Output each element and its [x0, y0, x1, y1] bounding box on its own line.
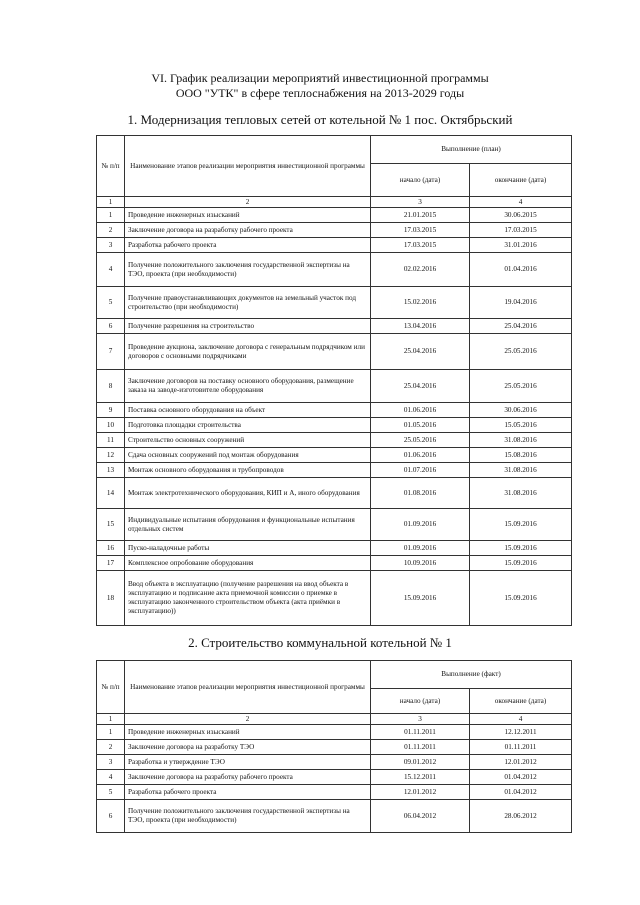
row-stage-name: Проведение инженерных изысканий — [125, 208, 371, 223]
row-start-date: 01.09.2016 — [371, 509, 470, 541]
row-num: 5 — [97, 287, 125, 319]
table-row — [97, 556, 572, 571]
row-num: 18 — [97, 571, 125, 626]
row-start-date: 15.02.2016 — [371, 287, 470, 319]
row-num: 2 — [97, 223, 125, 238]
row-num: 17 — [97, 556, 125, 571]
row-stage-name: Получение разрешения на строительство — [125, 319, 371, 334]
row-start-date: 17.03.2015 — [371, 238, 470, 253]
row-stage-name: Получение положительного заключения государственной экспертизы на ТЭО, проекта (при необходимости) — [125, 800, 371, 833]
row-num: 3 — [97, 755, 125, 770]
row-stage-name: Строительство основных сооружений — [125, 433, 371, 448]
row-start-date: 15.09.2016 — [371, 571, 470, 626]
row-start-date: 12.01.2012 — [371, 785, 470, 800]
row-num: 16 — [97, 541, 125, 556]
table-row — [97, 418, 572, 433]
row-end-date: 30.06.2016 — [470, 403, 572, 418]
row-start-date: 13.04.2016 — [371, 319, 470, 334]
row-start-date: 01.11.2011 — [371, 725, 470, 740]
row-end-date: 15.09.2016 — [470, 571, 572, 626]
row-num: 5 — [97, 785, 125, 800]
row-num: 13 — [97, 463, 125, 478]
row-stage-name: Индивидуальные испытания оборудования и функциональные испытания отдельных систем — [125, 509, 371, 541]
row-start-date: 25.04.2016 — [371, 370, 470, 403]
row-stage-name: Проведение аукциона, заключение договора с генеральным подрядчиком или договоров с основными подрядчиками — [125, 334, 371, 370]
table-row — [97, 770, 572, 785]
table-row — [97, 785, 572, 800]
row-start-date: 01.09.2016 — [371, 541, 470, 556]
row-stage-name: Заключение договоров на поставку основного оборудования, размещение заказа на заводе-изготовителе оборудования — [125, 370, 371, 403]
row-start-date: 06.04.2012 — [371, 800, 470, 833]
header-index-4: 4 — [470, 714, 572, 725]
table-row — [97, 509, 572, 541]
header-index-4: 4 — [470, 197, 572, 208]
row-stage-name: Получение положительного заключения государственной экспертизы на ТЭО, проекта (при необходимости) — [125, 253, 371, 287]
row-start-date: 15.12.2011 — [371, 770, 470, 785]
header-index-3: 3 — [371, 714, 470, 725]
row-stage-name: Разработка рабочего проекта — [125, 238, 371, 253]
table-row — [97, 433, 572, 448]
header-execution: Выполнение (факт) — [371, 661, 572, 689]
table-row — [97, 725, 572, 740]
row-stage-name: Пуско-наладочные работы — [125, 541, 371, 556]
row-start-date: 01.05.2016 — [371, 418, 470, 433]
table-row — [97, 403, 572, 418]
header-stage-name: Наименование этапов реализации мероприятия инвестиционной программы — [125, 136, 371, 197]
row-stage-name: Ввод объекта в эксплуатацию (получение разрешения на ввод объекта в эксплуатацию и подписание акта приемочной комиссии о приемке в эксплуатацию законченного строительством объекта (акта приёмки в эксплуатацию)) — [125, 571, 371, 626]
row-stage-name: Разработка рабочего проекта — [125, 785, 371, 800]
row-end-date: 01.04.2012 — [470, 785, 572, 800]
row-num: 14 — [97, 478, 125, 509]
row-num: 10 — [97, 418, 125, 433]
row-start-date: 01.06.2016 — [371, 448, 470, 463]
row-start-date: 25.04.2016 — [371, 334, 470, 370]
row-end-date: 30.06.2015 — [470, 208, 572, 223]
table-row — [97, 463, 572, 478]
row-start-date: 21.01.2015 — [371, 208, 470, 223]
row-start-date: 01.06.2016 — [371, 403, 470, 418]
row-stage-name: Монтаж электротехнического оборудования, КИП и А, иного оборудования — [125, 478, 371, 509]
row-end-date: 31.08.2016 — [470, 433, 572, 448]
row-end-date: 19.04.2016 — [470, 287, 572, 319]
row-start-date: 17.03.2015 — [371, 223, 470, 238]
header-execution: Выполнение (план) — [371, 136, 572, 164]
row-end-date: 12.12.2011 — [470, 725, 572, 740]
header-stage-name: Наименование этапов реализации мероприятия инвестиционной программы — [125, 661, 371, 714]
row-end-date: 25.05.2016 — [470, 334, 572, 370]
row-num: 1 — [97, 208, 125, 223]
row-num: 9 — [97, 403, 125, 418]
row-num: 11 — [97, 433, 125, 448]
row-start-date: 01.11.2011 — [371, 740, 470, 755]
table-row — [97, 208, 572, 223]
row-end-date: 28.06.2012 — [470, 800, 572, 833]
table-row — [97, 800, 572, 833]
header-index-1: 1 — [97, 714, 125, 725]
row-end-date: 25.04.2016 — [470, 319, 572, 334]
row-start-date: 02.02.2016 — [371, 253, 470, 287]
table-row — [97, 287, 572, 319]
row-end-date: 25.05.2016 — [470, 370, 572, 403]
table-row — [97, 253, 572, 287]
row-end-date: 31.08.2016 — [470, 478, 572, 509]
table-row — [97, 755, 572, 770]
schedule-table-2 — [96, 660, 572, 833]
header-start: начало (дата) — [371, 689, 470, 714]
row-end-date: 12.01.2012 — [470, 755, 572, 770]
header-end: окончание (дата) — [470, 689, 572, 714]
row-stage-name: Монтаж основного оборудования и трубопроводов — [125, 463, 371, 478]
row-end-date: 15.05.2016 — [470, 418, 572, 433]
section-1-title: 1. Модернизация тепловых сетей от котельной № 1 пос. Октябрьский — [127, 112, 513, 127]
row-num: 6 — [97, 800, 125, 833]
row-end-date: 01.11.2011 — [470, 740, 572, 755]
row-num: 6 — [97, 319, 125, 334]
table-row — [97, 448, 572, 463]
row-num: 4 — [97, 253, 125, 287]
row-num: 2 — [97, 740, 125, 755]
row-end-date: 15.09.2016 — [470, 509, 572, 541]
row-num: 7 — [97, 334, 125, 370]
header-end: окончание (дата) — [470, 164, 572, 197]
row-stage-name: Заключение договора на разработку рабочего проекта — [125, 770, 371, 785]
row-num: 12 — [97, 448, 125, 463]
row-start-date: 25.05.2016 — [371, 433, 470, 448]
header-num: № п/п — [97, 661, 125, 714]
row-end-date: 31.01.2016 — [470, 238, 572, 253]
header-index-3: 3 — [371, 197, 470, 208]
document-title-line-2: ООО "УТК" в сфере теплоснабжения на 2013-2029 годы — [175, 86, 465, 100]
row-stage-name: Заключение договора на разработку ТЭО — [125, 740, 371, 755]
row-start-date: 01.08.2016 — [371, 478, 470, 509]
row-num: 3 — [97, 238, 125, 253]
table-row — [97, 319, 572, 334]
header-num: № п/п — [97, 136, 125, 197]
row-stage-name: Поставка основного оборудования на объект — [125, 403, 371, 418]
row-num: 1 — [97, 725, 125, 740]
row-end-date: 01.04.2012 — [470, 770, 572, 785]
header-index-2: 2 — [125, 714, 371, 725]
table-row — [97, 223, 572, 238]
table-row — [97, 334, 572, 370]
row-end-date: 31.08.2016 — [470, 463, 572, 478]
schedule-table-1 — [96, 135, 572, 626]
table-row — [97, 370, 572, 403]
table-row — [97, 571, 572, 626]
row-start-date: 09.01.2012 — [371, 755, 470, 770]
row-end-date: 15.09.2016 — [470, 541, 572, 556]
row-num: 8 — [97, 370, 125, 403]
row-stage-name: Разработка и утверждение ТЭО — [125, 755, 371, 770]
row-stage-name: Проведение инженерных изысканий — [125, 725, 371, 740]
row-end-date: 17.03.2015 — [470, 223, 572, 238]
section-2-title: 2. Строительство коммунальной котельной № 1 — [188, 635, 452, 650]
table-row — [97, 541, 572, 556]
header-start: начало (дата) — [371, 164, 470, 197]
header-index-1: 1 — [97, 197, 125, 208]
row-num: 4 — [97, 770, 125, 785]
row-end-date: 01.04.2016 — [470, 253, 572, 287]
row-end-date: 15.09.2016 — [470, 556, 572, 571]
table-row — [97, 740, 572, 755]
table-row — [97, 478, 572, 509]
row-stage-name: Подготовка площадки строительства — [125, 418, 371, 433]
row-end-date: 15.08.2016 — [470, 448, 572, 463]
header-index-2: 2 — [125, 197, 371, 208]
row-start-date: 10.09.2016 — [371, 556, 470, 571]
row-stage-name: Сдача основных сооружений под монтаж оборудования — [125, 448, 371, 463]
document-title-line-1: VI. График реализации мероприятий инвестиционной программы — [151, 71, 489, 85]
table-row — [97, 238, 572, 253]
row-start-date: 01.07.2016 — [371, 463, 470, 478]
row-stage-name: Комплексное опробование оборудования — [125, 556, 371, 571]
row-num: 15 — [97, 509, 125, 541]
row-stage-name: Получение правоустанавливающих документов на земельный участок под строительство (при необходимости) — [125, 287, 371, 319]
row-stage-name: Заключение договора на разработку рабочего проекта — [125, 223, 371, 238]
